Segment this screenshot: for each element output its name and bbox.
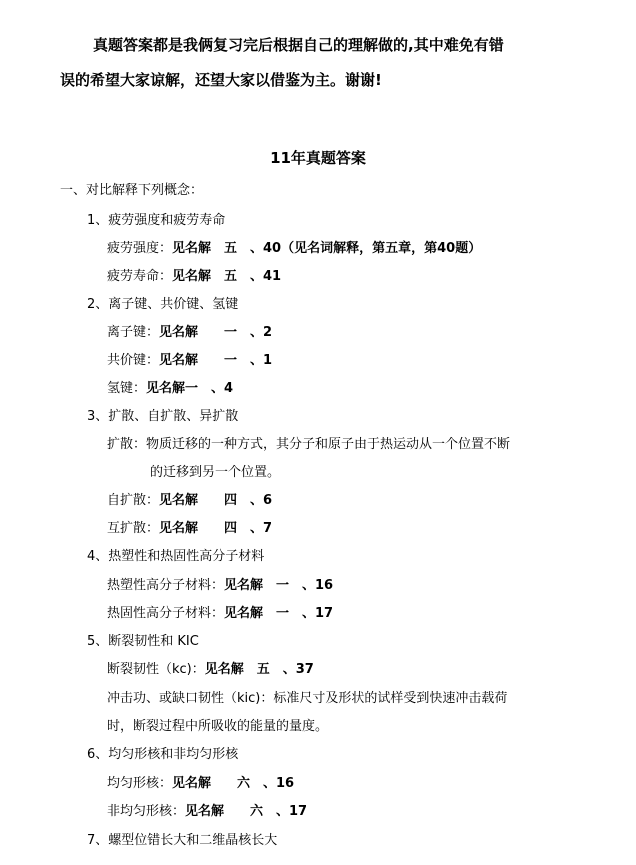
entry-value: 标准尺寸及形状的试样受到快速冲击载荷 [273,691,508,706]
entry-value: 见名解一 、4 [146,381,234,396]
entry-continuation: 的迁移到另一个位置。 [150,465,281,480]
entry-value: 见名解 六 、17 [185,804,308,819]
entry-label: 氢键： [107,381,147,396]
entry-label: 疲劳强度： [107,241,173,256]
entry [107,324,272,342]
section-heading: 一、对比解释下列概念： [60,183,204,198]
entry [107,492,272,510]
entry-label: 非均匀形核： [107,804,186,819]
item-heading-7: 7、螺型位错长大和二维晶核长大 [87,833,278,848]
entry-label: 均匀形核： [107,776,173,791]
entry [107,803,307,821]
entry-value: 见名解 五 、41 [172,269,282,284]
entry-value: 见名解 五 、37 [204,662,314,677]
item-heading-3: 3、扩散、自扩散、异扩散 [87,409,239,424]
entry [107,352,272,370]
entry [107,661,314,679]
entry-value: 见名解 一 、2 [159,325,273,340]
entry-value: 见名解 一 、1 [159,353,273,368]
page-title: 11年真题答案 [270,149,366,167]
entry-label: 疲劳寿命： [107,269,173,284]
entry-value: 物质迁移的一种方式，其分子和原子由于热运动从一个位置不断 [146,437,511,452]
entry-label: 断裂韧性（kc)： [107,662,205,677]
item-heading-4: 4、热塑性和热固性高分子材料 [87,549,265,564]
entry-label: 冲击功、或缺口韧性（kic)： [107,691,274,706]
entry-label: 共价键： [107,353,160,368]
entry-continuation: 时，断裂过程中所吸收的能量的量度。 [107,719,329,734]
item-heading-1: 1、疲劳强度和疲劳寿命 [87,213,226,228]
entry [107,690,507,708]
entry-value: 见名解 一 、16 [224,578,334,593]
item-heading-2: 2、离子键、共价键、氢键 [87,297,239,312]
entry [107,520,272,538]
entry-label: 热固性高分子材料： [107,606,225,621]
entry-label: 离子键： [107,325,160,340]
entry [107,577,333,595]
entry [107,605,333,623]
entry [107,380,233,398]
entry-value: 见名解 一 、17 [224,606,334,621]
entry-label: 热塑性高分子材料： [107,578,225,593]
entry [107,240,481,258]
entry [107,436,510,454]
entry [107,775,294,793]
intro-line-2: 误的希望大家谅解，还望大家以借鉴为主。谢谢! [60,71,382,89]
entry-label: 互扩散： [107,521,160,536]
entry [107,268,281,286]
entry-value: 见名解 六 、16 [172,776,295,791]
entry-label: 自扩散： [107,493,160,508]
entry-value: 见名解 四 、7 [159,521,273,536]
item-heading-6: 6、均匀形核和非均匀形核 [87,747,239,762]
entry-value: 见名解 四 、6 [159,493,273,508]
intro-line-1: 真题答案都是我俩复习完后根据自己的理解做的,其中难免有错 [93,36,504,54]
item-heading-5: 5、断裂韧性和 KIC [87,634,199,649]
entry-value: 见名解 五 、40（见名词解释，第五章，第40题） [172,241,482,256]
entry-label: 扩散： [107,437,147,452]
